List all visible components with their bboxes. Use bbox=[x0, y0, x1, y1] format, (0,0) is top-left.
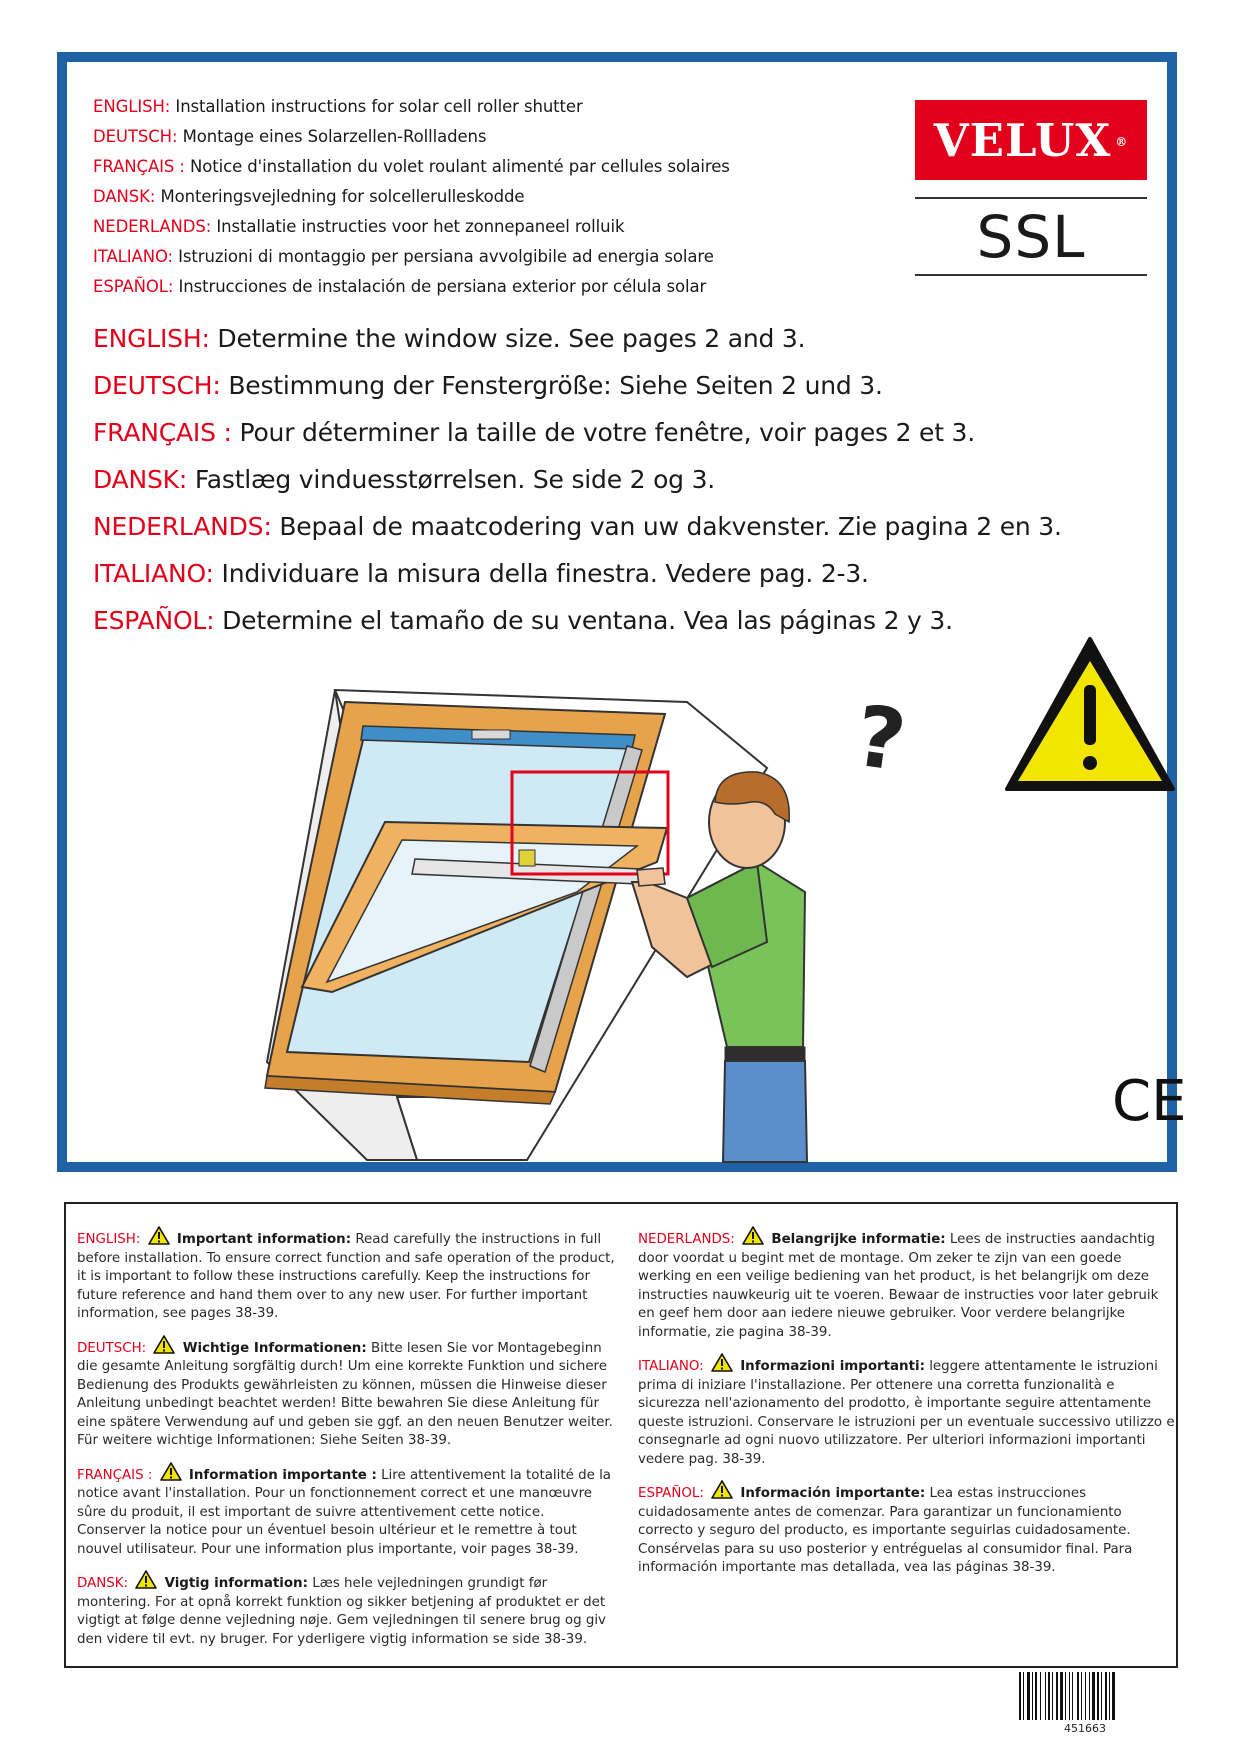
info-column-left bbox=[77, 1226, 617, 1660]
warning-icon bbox=[711, 1353, 733, 1372]
barcode-bar bbox=[1019, 1672, 1021, 1720]
info-heading: Wichtige Informationen: bbox=[182, 1340, 367, 1356]
question-mark: ? bbox=[849, 686, 912, 791]
info-text: Læs hele vejledningen grundigt før montering. For at opnå korrekt funktion og sikker betjening af produktet er det vigtigt at følge denne vejledning nøje. Gem vejledningen til senere brug og giv den videre til evt. ny bruger. For yderligere vigtig information se side 38-39. bbox=[77, 1576, 606, 1647]
barcode-bar bbox=[1065, 1672, 1066, 1720]
barcode-bar bbox=[1032, 1672, 1033, 1720]
info-heading: Informazioni importanti: bbox=[740, 1359, 925, 1374]
barcode-bar bbox=[1081, 1672, 1082, 1720]
barcode-bar bbox=[1035, 1672, 1037, 1720]
lang-label: FRANÇAIS : bbox=[93, 157, 185, 176]
info-item bbox=[638, 1226, 1178, 1342]
info-item bbox=[77, 1570, 617, 1649]
product-code: SSL bbox=[915, 197, 1147, 276]
barcode-bar bbox=[1109, 1672, 1110, 1720]
info-item bbox=[638, 1353, 1178, 1469]
brand-name: VELUX bbox=[933, 113, 1112, 167]
barcode-bar bbox=[1069, 1672, 1070, 1720]
info-text: Bitte lesen Sie vor Montagebeginn die gesamte Anleitung sorgfältig durch! Um eine korrekte Funktion und sichere Bedienung des Produkts gewährleisten zu können, müssen die Hinweise dieser Anleitung unbedingt beachtet werden! Bitte bewahren Sie diese Anleitung für eine spätere Verwendung auf und geben sie ggf. an den neuen Benutzer weiter. Für weitere wichtige Informationen: Siehe Seiten 38-39. bbox=[77, 1340, 613, 1448]
barcode-bar bbox=[1045, 1672, 1046, 1720]
top-bracket bbox=[472, 730, 510, 739]
barcode bbox=[1019, 1672, 1151, 1720]
lang-label: ITALIANO: bbox=[638, 1359, 704, 1374]
title-text: Montage eines Solarzellen-Rollladens bbox=[182, 127, 487, 146]
window-size-text: Bestimmung der Fenstergröße: Siehe Seiten 2 und 3. bbox=[228, 371, 883, 400]
lang-label: NEDERLANDS: bbox=[638, 1232, 735, 1247]
title-text: Monteringsvejledning for solcellerulleskodde bbox=[160, 187, 525, 206]
info-text: Lees de instructies aandachtig door voordat u begint met de montage. Om zeker te zijn van een goede werking en een veilige bediening van het product, is het belangrijk om deze instructies nauwkeurig uit te voeren. Bewaar de instructies voor later gebruik en geef hem door aan iedere nieuwe gebruiker. Voor verdere belangrijke informatie, zie pagina 38-39. bbox=[638, 1232, 1159, 1340]
person-hand bbox=[637, 868, 665, 886]
barcode-bar bbox=[1048, 1672, 1050, 1720]
barcode-bar bbox=[1072, 1672, 1073, 1720]
important-info-box bbox=[64, 1202, 1178, 1668]
window-size-text: Fastlæg vinduesstørrelsen. Se side 2 og 3. bbox=[194, 465, 716, 494]
info-text: Lea estas instrucciones cuidadosamente antes de comenzar. Para garantizar un funcionamiento correcto y seguro del producto, es importante seguirlas cuidadosamente. Consérvelas para su uso posterior y entréguelas al consumidor final. Para información importante mas detallada, vea las páginas 38-39. bbox=[638, 1486, 1133, 1575]
warning-icon bbox=[742, 1226, 764, 1245]
document-number: 451663 bbox=[1064, 1722, 1106, 1735]
barcode-bar bbox=[1040, 1672, 1041, 1720]
lang-label: NEDERLANDS: bbox=[93, 217, 212, 236]
warning-triangle-icon bbox=[1007, 639, 1173, 789]
lang-label: ESPAÑOL: bbox=[638, 1486, 704, 1501]
info-heading: Información importante: bbox=[740, 1486, 926, 1501]
lang-label: NEDERLANDS: bbox=[93, 512, 272, 541]
info-text: leggere attentamente le istruzioni prima di iniziare l'installazione. Per ottenere una corretta funzionalità e sicurezza nell'azionamento del prodotto, è importante seguire attentamente queste istruzioni. Conservare le istruzioni per un eventuale successivo utilizzo e consegnarle ad ogni nuovo utilizzatore. Per ulteriori informazioni importanti vedere pag. 38-39. bbox=[638, 1359, 1175, 1467]
info-heading: Vigtig information: bbox=[164, 1576, 308, 1591]
lang-label: ESPAÑOL: bbox=[93, 606, 215, 635]
warning-icon bbox=[148, 1226, 170, 1245]
window-size-text: Bepaal de maatcodering van uw dakvenster. Zie pagina 2 en 3. bbox=[279, 512, 1062, 541]
lang-label: ENGLISH: bbox=[93, 324, 210, 353]
info-text: Read carefully the instructions in full before installation. To ensure correct function and safe operation of the product, it is important to follow these instructions carefully. Keep the instructions for future reference and hand them over to any new user. For further important information, see pages 38-39. bbox=[77, 1232, 615, 1321]
lang-label: ENGLISH: bbox=[77, 1232, 141, 1247]
barcode-bar bbox=[1077, 1672, 1079, 1720]
person-jeans bbox=[723, 1061, 807, 1162]
window-size-text: Pour déterminer la taille de votre fenêtre, voir pages 2 et 3. bbox=[239, 418, 976, 447]
info-heading: Important information: bbox=[176, 1232, 352, 1247]
lang-label: ITALIANO: bbox=[93, 559, 214, 588]
window-size-text: Determine the window size. See pages 2 and 3. bbox=[217, 324, 806, 353]
top-panel bbox=[57, 52, 1187, 1172]
title-text: Instrucciones de instalación de persiana exterior por célula solar bbox=[178, 277, 707, 296]
info-column-right bbox=[638, 1226, 1178, 1589]
lang-label: ENGLISH: bbox=[93, 97, 171, 116]
lang-label: DANSK: bbox=[93, 187, 156, 206]
lang-label: DEUTSCH: bbox=[77, 1340, 147, 1356]
barcode-bar bbox=[1056, 1672, 1058, 1720]
info-heading: Information importante : bbox=[188, 1467, 377, 1483]
warning-icon bbox=[153, 1335, 175, 1354]
lang-label: FRANÇAIS : bbox=[77, 1467, 153, 1483]
barcode-bar bbox=[1097, 1672, 1099, 1720]
window-size-text: Determine el tamaño de su ventana. Vea las páginas 2 y 3. bbox=[222, 606, 953, 635]
info-item bbox=[77, 1462, 617, 1560]
person-belt bbox=[725, 1047, 805, 1061]
info-item bbox=[77, 1226, 617, 1324]
barcode-bar bbox=[1023, 1672, 1024, 1720]
info-text: Lire attentivement la totalité de la notice avant l'installation. Pour un fonctionnement correct et une manœuvre sûre du produit, il est important de suivre attentivement cette notice. Conserver la notice pour un éventuel besoin ultérieur et le remettre à tout nouvel utilisateur. Pour une information plus importante, voir pages 38-39. bbox=[77, 1467, 612, 1557]
title-text: Installatie instructies voor het zonnepaneel rolluik bbox=[216, 217, 625, 236]
title-text: Istruzioni di montaggio per persiana avvolgibile ad energia solare bbox=[178, 247, 714, 266]
barcode-bar bbox=[1092, 1672, 1095, 1720]
lang-label: FRANÇAIS : bbox=[93, 418, 232, 447]
info-item bbox=[77, 1335, 617, 1451]
barcode-bar bbox=[1027, 1672, 1030, 1720]
ce-mark-icon: CE bbox=[1112, 1069, 1187, 1134]
lang-label: DANSK: bbox=[93, 465, 188, 494]
barcode-bar bbox=[1085, 1672, 1086, 1720]
barcode-bar bbox=[1112, 1672, 1115, 1720]
title-text: Installation instructions for solar cell roller shutter bbox=[175, 97, 583, 116]
warning-icon bbox=[135, 1570, 157, 1589]
lang-label: DANSK: bbox=[77, 1576, 129, 1591]
lang-label: ITALIANO: bbox=[93, 247, 173, 266]
barcode-bar bbox=[1060, 1672, 1063, 1720]
title-text: Notice d'installation du volet roulant alimenté par cellules solaires bbox=[190, 157, 730, 176]
lang-label: ESPAÑOL: bbox=[93, 277, 174, 296]
warning-icon bbox=[160, 1462, 182, 1481]
info-item bbox=[638, 1480, 1178, 1578]
registered-mark: ® bbox=[1115, 135, 1129, 149]
barcode-bar bbox=[1105, 1672, 1107, 1720]
barcode-bar bbox=[1101, 1672, 1102, 1720]
window-size-text: Individuare la misura della finestra. Vedere pag. 2-3. bbox=[221, 559, 869, 588]
lang-label: DEUTSCH: bbox=[93, 127, 178, 146]
barcode-bar bbox=[1089, 1672, 1090, 1720]
info-heading: Belangrijke informatie: bbox=[771, 1232, 946, 1247]
warning-icon bbox=[711, 1480, 733, 1499]
lang-label: DEUTSCH: bbox=[93, 371, 221, 400]
shutter-clip bbox=[519, 850, 535, 866]
barcode-bar bbox=[1052, 1672, 1053, 1720]
installation-illustration bbox=[67, 62, 1187, 1162]
